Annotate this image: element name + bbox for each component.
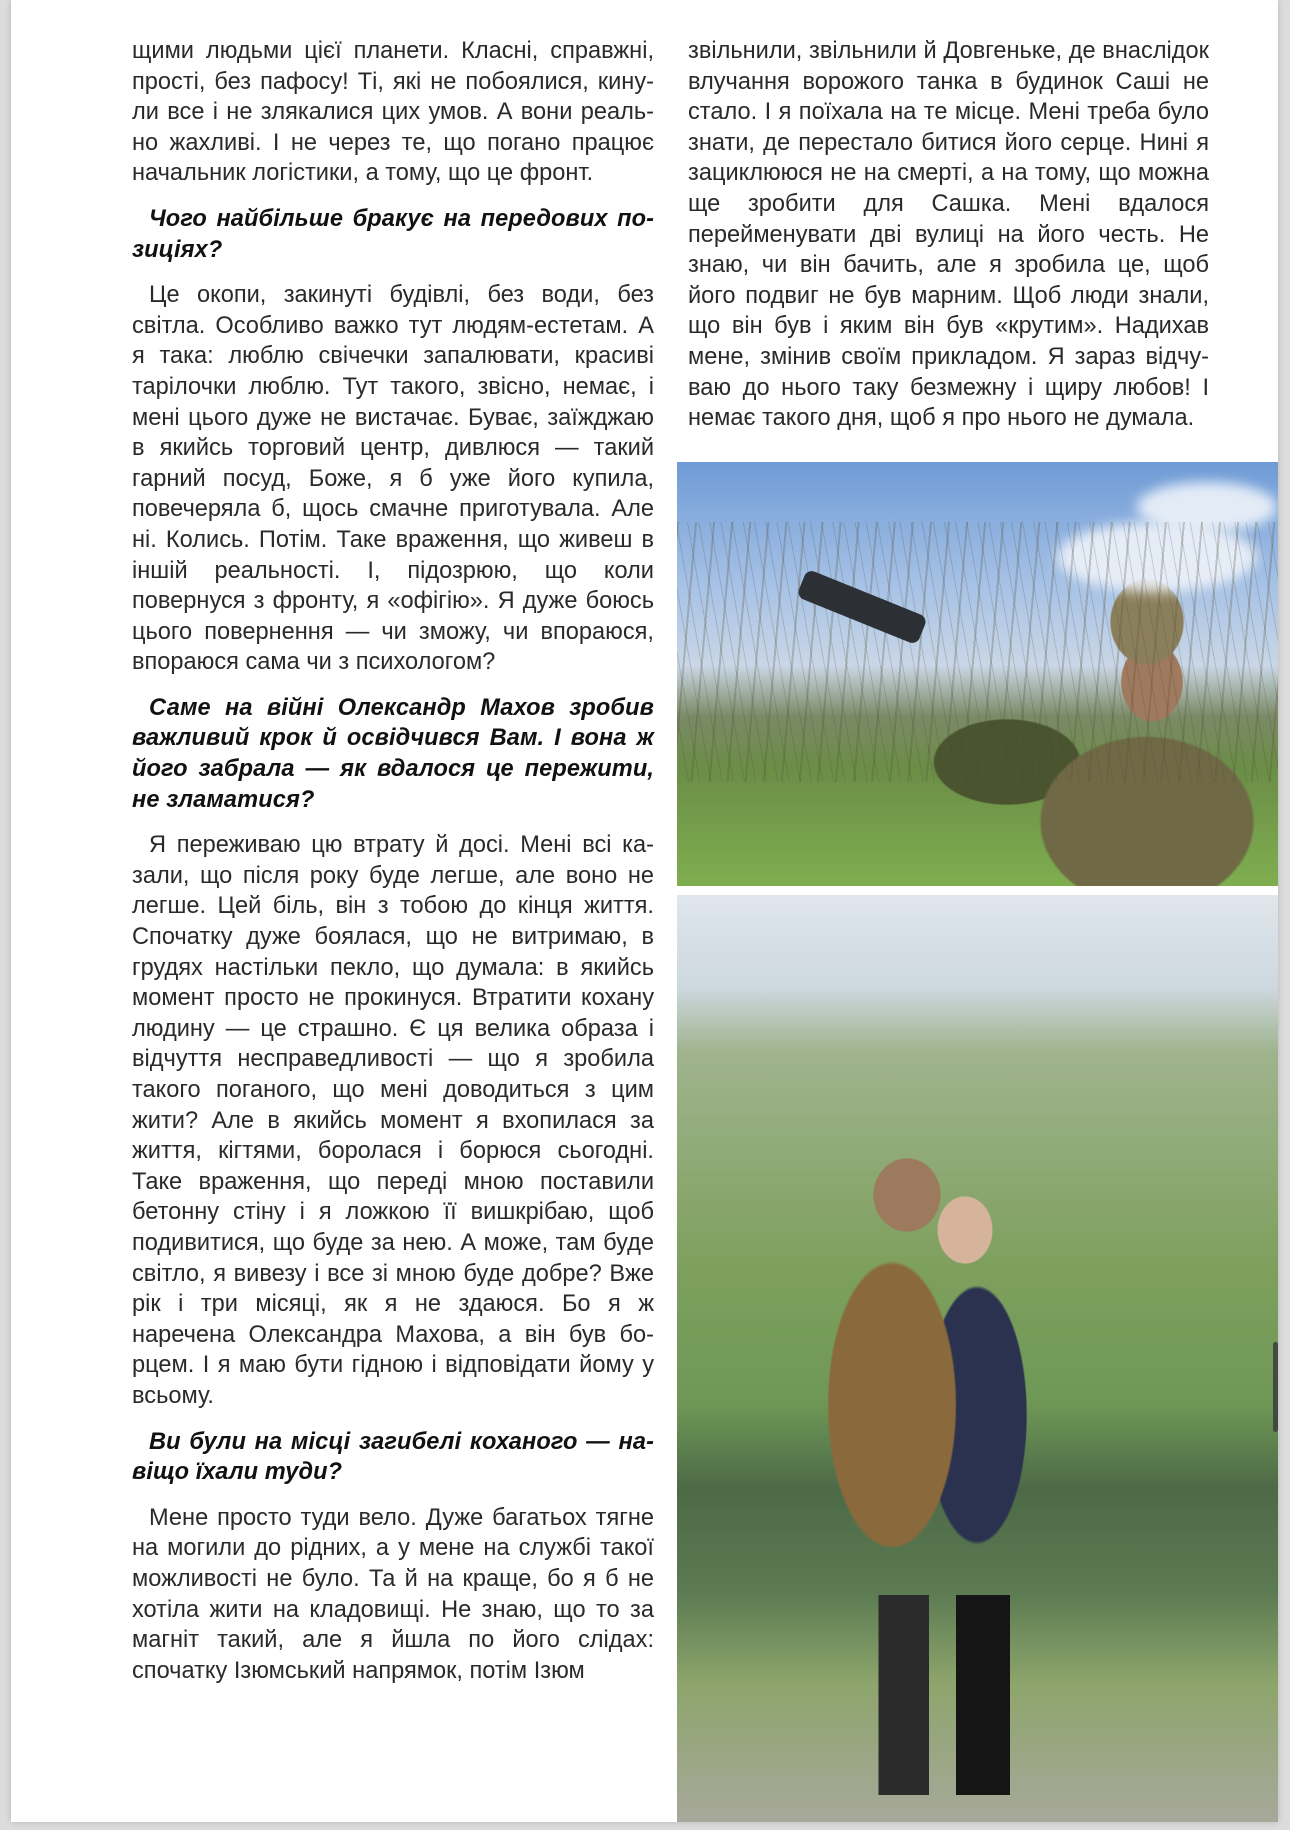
left-text-column [132, 36, 654, 1686]
paragraph: щими людьми цієї планети. Класні, справжні, прості, без пафосу! Ті, які не побоялися, кинули все і не злякалися цих умов. А вони реально жахливі. І не через те, що погано працює начальник логістики, а тому, що це фронт. [132, 38, 654, 187]
paragraph: Це окопи, закинуті будівлі, без води, без світла. Особливо важко тут людям-естетам. А я така: люблю свічечки запалювати, красиві тарілочки люблю. Тут такого, звісно, немає, і мені цього дуже не вистачає. Буває, заїжджаю в якийсь торговий центр, дивлюся — такий гарний посуд, Боже, я б уже його купила, повечеряла б, щось смачне приготувала. Але ні. Колись. Потім. Таке враження, що живеш в іншій реальності. І, підозрюю, що коли повернуся з фронту, я «офігію». Я дуже боюсь цього повернення — чи зможу, чи впораюся, впораюся сама чи з психологом? [132, 282, 654, 676]
interview-question: Ви були на місці загибелі коханого — навіщо їхали туди? [132, 1428, 654, 1486]
bare-trees-shape [677, 522, 1278, 782]
interview-question: Саме на війні Олександр Махов зробив важливий крок й освідчився Вам. І вона ж його забрала — як вдалося це пережити, не зламатися? [132, 694, 654, 813]
interview-question: Чого найбільше бракує на передових позиціях? [132, 205, 654, 263]
legs-shape [857, 1595, 1037, 1795]
right-text-column [688, 36, 1209, 434]
paragraph: Я переживаю цю втрату й досі. Мені всі казали, що після року буде легше, але воно не легше. Цей біль, він з тобою до кінця життя. Спочатку дуже боялася, що не витримаю, в грудях настільки пекло, що думала: в якийсь момент просто не прокинуся. Втратити кохану людину — це страшно. Є ця велика образа і відчуття несправедливості — що я зробила такого поганого, що мені доводиться з цим жити? Але в якийсь момент я вхопилася за життя, кігтями, боролася і борюся сьогодні. Таке враження, що переді мною поставили бетонну стіну і я ложкою її вишкрібаю, щоб подивитися, що буде за нею. А може, там буде світло, я вивезу і все зі мною буде добре? Вже рік і три місяці, як я не здаюся. Бо я ж наречена Олександра Махова, а він був борцем. І я маю бути гідною і відповідати йому у всьому. [132, 832, 654, 1409]
paragraph: звільнили, звільнили й Довгеньке, де внаслідок влучання ворожого танка в будинок Саші не стало. І я поїхала на те місце. Мені треба було знати, де перестало битися його серце. Нині я зациклююся не на смерті, а на тому, що можна ще зробити для Сашка. Мені вдалося перейменувати дві вулиці на його честь. Не знаю, чи він бачить, але я зробила це, щоб його подвиг не був марним. Щоб люди знали, що він був і яким він був «крутим». Надихав мене, змінив своїм прикладом. Я зараз відчуваю до нього таку безмежну і щиру любов! І немає такого дня, щоб я про нього не думала. [688, 38, 1209, 432]
paragraph: Мене просто туди вело. Дуже багатьох тягне на могили до рідних, а у мене на службі такої можливості не було. Та й на краще, бо я б не хотіла жити на кладовищі. Не знаю, що то за магніт такий, але я йшла по його слідах: спочатку Ізюмський напрямок, потім Ізюм [132, 1504, 654, 1684]
soldier-with-drone-photo [677, 462, 1278, 886]
couple-at-mountain-lake-photo [677, 895, 1278, 1822]
scrollbar-thumb[interactable] [1273, 1342, 1278, 1432]
